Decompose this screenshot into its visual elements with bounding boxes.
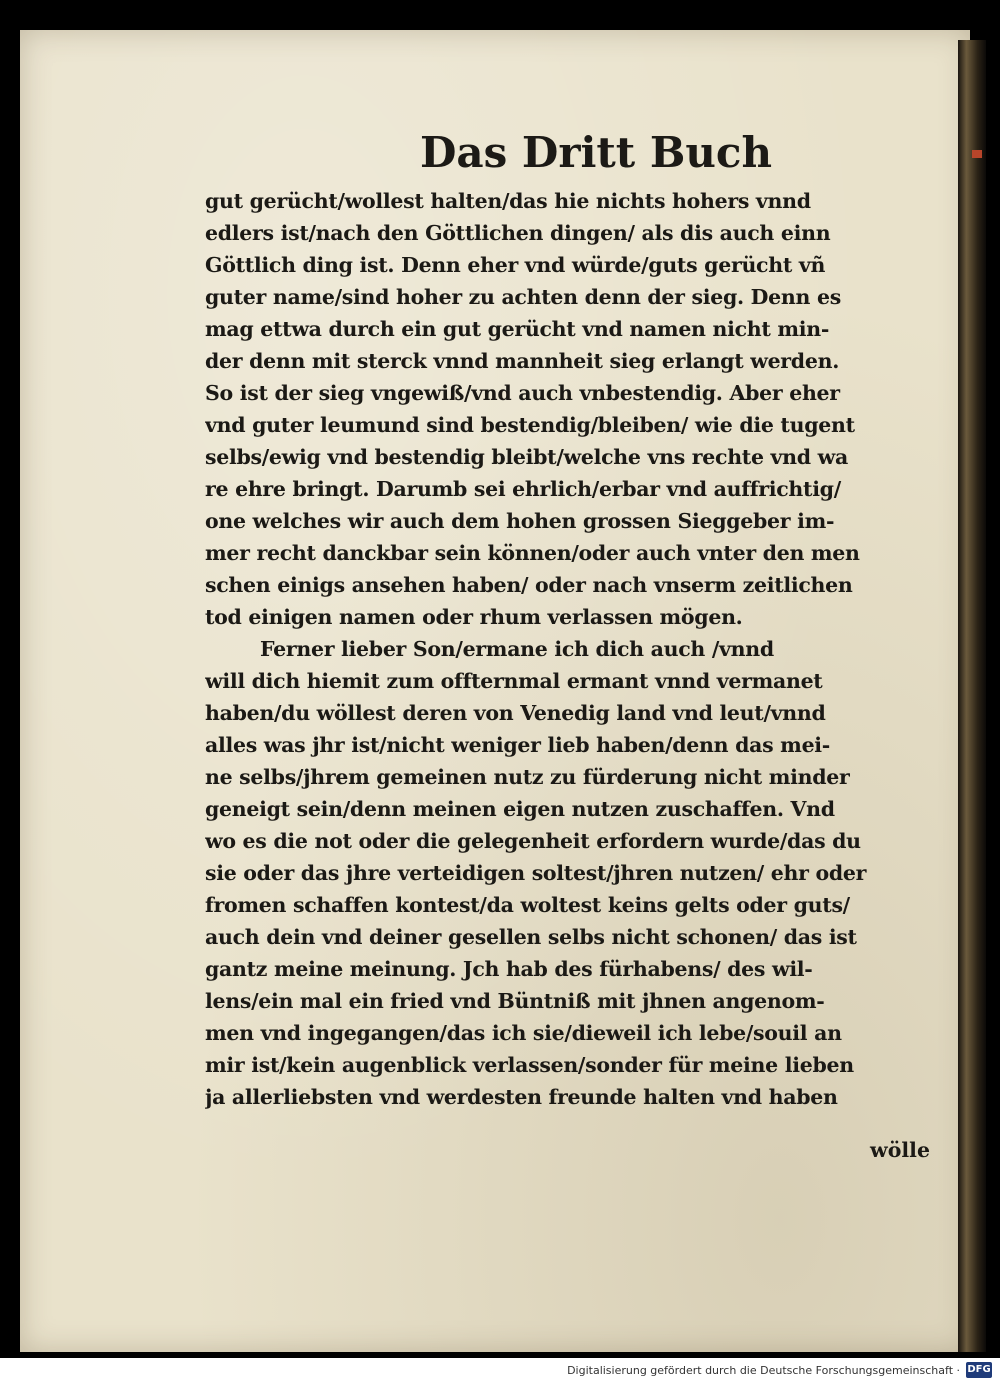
text-line: gut gerücht/wollest halten/das hie nichts hohers vnnd xyxy=(205,189,811,213)
dfg-logo: DFG xyxy=(966,1362,992,1378)
text-line: geneigt sein/denn meinen eigen nutzen zuschaffen. Vnd xyxy=(205,797,835,821)
catchword: wölle xyxy=(870,1138,930,1162)
footer-bar xyxy=(0,1358,1000,1384)
text-line: guter name/sind hoher zu achten denn der sieg. Denn es xyxy=(205,285,841,309)
text-line: will dich hiemit zum offternmal ermant vnnd vermanet xyxy=(205,669,823,693)
text-line: lens/ein mal ein fried vnd Büntniß mit jhnen angenom- xyxy=(205,989,825,1013)
text-line: ne selbs/jhrem gemeinen nutz zu fürderung nicht minder xyxy=(205,765,850,789)
text-line: So ist der sieg vngewiß/vnd auch vnbestendig. Aber eher xyxy=(205,381,840,405)
text-line: mag ettwa durch ein gut gerücht vnd namen nicht min- xyxy=(205,317,830,341)
text-line: edlers ist/nach den Göttlichen dingen/ als dis auch einn xyxy=(205,221,831,245)
text-line: wo es die not oder die gelegenheit erfordern wurde/das du xyxy=(205,829,861,853)
text-line: vnd guter leumund sind bestendig/bleiben/ wie die tugent xyxy=(205,413,855,437)
text-line: men vnd ingegangen/das ich sie/dieweil ich lebe/souil an xyxy=(205,1021,842,1045)
text-line: tod einigen namen oder rhum verlassen mögen. xyxy=(205,605,743,629)
text-line: sie oder das jhre verteidigen soltest/jhren nutzen/ ehr oder xyxy=(205,861,867,885)
text-line: one welches wir auch dem hohen grossen Sieggeber im- xyxy=(205,509,835,533)
text-line: selbs/ewig vnd bestendig bleibt/welche vns rechte vnd wa xyxy=(205,445,848,469)
running-head: Das Dritt Buch xyxy=(420,128,772,177)
text-line: fromen schaffen kontest/da woltest keins gelts oder guts/ xyxy=(205,893,850,917)
text-line: mer recht danckbar sein können/oder auch vnter den men xyxy=(205,541,860,565)
text-line: der denn mit sterck vnnd mannheit sieg erlangt werden. xyxy=(205,349,840,373)
text-line: Göttlich ding ist. Denn eher vnd würde/guts gerücht vñ xyxy=(205,253,826,277)
text-line: mir ist/kein augenblick verlassen/sonder für meine lieben xyxy=(205,1053,854,1077)
text-line: auch dein vnd deiner gesellen selbs nicht schonen/ das ist xyxy=(205,925,857,949)
spine-marker xyxy=(972,150,982,158)
text-line: schen einigs ansehen haben/ oder nach vnserm zeitlichen xyxy=(205,573,853,597)
funding-credit: Digitalisierung gefördert durch die Deutsche Forschungsgemeinschaft · xyxy=(567,1364,960,1377)
text-line: haben/du wöllest deren von Venedig land vnd leut/vnnd xyxy=(205,701,826,725)
text-line: alles was jhr ist/nicht weniger lieb haben/denn das mei- xyxy=(205,733,831,757)
text-line: ja allerliebsten vnd werdesten freunde halten vnd haben xyxy=(205,1085,838,1109)
text-block xyxy=(205,185,925,1113)
book-spine xyxy=(958,40,986,1352)
text-line: gantz meine meinung. Jch hab des fürhabens/ des wil- xyxy=(205,957,813,981)
text-line: re ehre bringt. Darumb sei ehrlich/erbar vnd auffrichtig/ xyxy=(205,477,841,501)
paragraph-first-line: Ferner lieber Son/ermane ich dich auch /vnnd xyxy=(260,637,774,661)
